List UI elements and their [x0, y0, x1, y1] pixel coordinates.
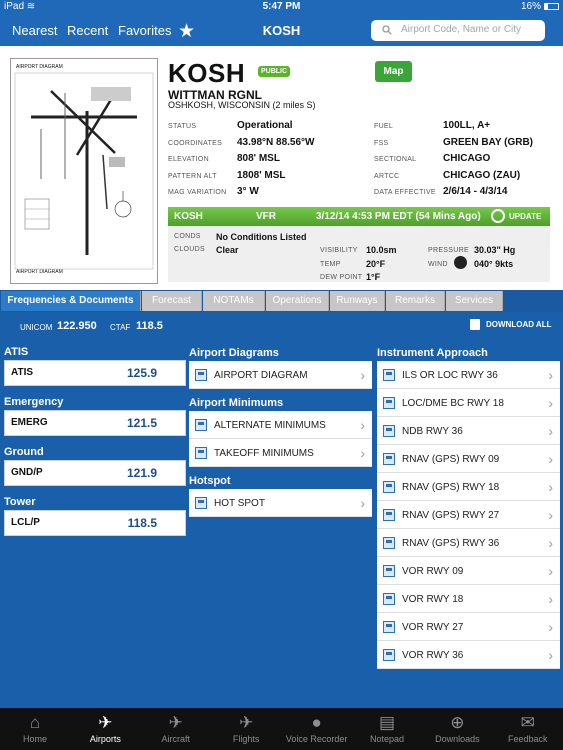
- conds-value: No Conditions Listed: [216, 232, 307, 242]
- airport-location: OSHKOSH, WISCONSIN (2 miles S): [168, 100, 316, 110]
- frequency-value: 121.5: [126, 416, 157, 430]
- detail-label: DATA EFFECTIVE: [374, 189, 436, 196]
- frequency-section-title: Ground: [4, 446, 44, 458]
- detail-label: FSS: [374, 139, 389, 147]
- download-all-button[interactable]: DOWNLOAD ALL: [470, 318, 560, 334]
- bottom-tab-voice-recorder[interactable]: [282, 708, 352, 750]
- metar-station: KOSH: [174, 211, 203, 222]
- frequency-name: GND/P: [11, 467, 43, 478]
- detail-value: GREEN BAY (GRB): [443, 136, 534, 148]
- document-row[interactable]: [377, 417, 560, 445]
- document-title: ALTERNATE MINIMUMS: [214, 420, 326, 431]
- bottom-tab-label: Downloads: [435, 734, 480, 744]
- bottom-tab-label: Home: [22, 734, 47, 744]
- status-time: 5:47 PM: [262, 1, 301, 12]
- update-button[interactable]: UPDATE: [491, 209, 546, 224]
- document-title: RNAV (GPS) RWY 09: [402, 454, 500, 465]
- document-icon: [383, 537, 395, 549]
- document-title: VOR RWY 18: [402, 594, 464, 605]
- document-icon: [383, 509, 395, 521]
- wind-direction-icon: [454, 256, 467, 269]
- detail-value: 43.98°N 88.56°W: [237, 136, 315, 148]
- wifi-icon: ≋: [26, 1, 36, 12]
- battery-icon: [544, 3, 559, 10]
- frequency-card[interactable]: [4, 360, 186, 386]
- documents-section-title: Airport Diagrams: [189, 347, 279, 359]
- clouds-value: Clear: [216, 245, 239, 255]
- feedback-icon: ✉: [520, 713, 535, 732]
- unicom-row: [0, 312, 563, 342]
- metar-bar: [168, 207, 550, 226]
- frequency-name: ATIS: [11, 367, 34, 378]
- page-title: KOSH: [262, 23, 301, 38]
- bottom-tab-label: Flights: [232, 734, 260, 744]
- detail-value: Operational: [237, 120, 293, 131]
- documents-section-title: Hotspot: [189, 475, 231, 487]
- document-row[interactable]: [377, 641, 560, 669]
- tab-runways[interactable]: Runways: [330, 291, 385, 311]
- chevron-right-icon: ›: [548, 395, 553, 411]
- document-title: VOR RWY 27: [402, 622, 464, 633]
- conds-label: CONDS: [174, 233, 201, 240]
- bottom-tab-label: Airports: [89, 734, 121, 744]
- document-icon: [195, 497, 207, 509]
- search-icon: [382, 25, 392, 38]
- detail-label: FUEL: [374, 123, 394, 130]
- star-icon[interactable]: ★: [178, 21, 196, 42]
- weather-details: [168, 226, 550, 282]
- detail-label: MAG VARIATION: [168, 189, 227, 196]
- document-row[interactable]: [189, 489, 372, 517]
- detail-value: CHICAGO (ZAU): [443, 169, 521, 181]
- diagram-title: AIRPORT DIAGRAM: [16, 64, 63, 70]
- document-row[interactable]: [377, 529, 560, 557]
- document-row[interactable]: [377, 389, 560, 417]
- bottom-tab-airports[interactable]: [70, 708, 140, 750]
- frequency-name: LCL/P: [11, 517, 40, 528]
- document-icon: [383, 453, 395, 465]
- home-icon: ⌂: [29, 713, 41, 732]
- detail-value: CHICAGO: [443, 153, 491, 164]
- document-title: VOR RWY 36: [402, 650, 464, 661]
- detail-label: STATUS: [168, 123, 197, 130]
- ctaf-label: CTAF: [110, 323, 131, 332]
- pressure-label: PRESSURE: [428, 247, 469, 254]
- document-icon: [383, 425, 395, 437]
- document-row[interactable]: [189, 411, 372, 439]
- frequency-card[interactable]: [4, 510, 186, 536]
- detail-label: ELEVATION: [168, 156, 209, 163]
- public-badge: PUBLIC: [258, 66, 290, 77]
- frequency-section-title: ATIS: [4, 346, 29, 358]
- unicom-value: 122.950: [57, 320, 97, 332]
- document-icon: [195, 369, 207, 381]
- document-icon: [195, 447, 207, 459]
- document-title: LOC/DME BC RWY 18: [402, 398, 504, 409]
- document-row[interactable]: [189, 439, 372, 467]
- airport-code: KOSH: [168, 58, 246, 88]
- chevron-right-icon: ›: [548, 423, 553, 439]
- document-row[interactable]: [377, 445, 560, 473]
- bottom-tab-aircraft[interactable]: [141, 708, 211, 750]
- document-title: VOR RWY 09: [402, 566, 464, 577]
- detail-value: 808' MSL: [237, 153, 280, 164]
- tab-operations[interactable]: Operations: [266, 291, 329, 311]
- tab-remarks[interactable]: Remarks: [386, 291, 445, 311]
- airports-icon: ✈: [98, 713, 113, 732]
- document-icon: [383, 649, 395, 661]
- chevron-right-icon: ›: [548, 535, 553, 551]
- download-icon: [470, 319, 480, 330]
- wind-value: 040° 9kts: [474, 259, 514, 269]
- visibility-label: VISIBILITY: [320, 247, 358, 254]
- aircraft-icon: ✈: [168, 713, 183, 732]
- bottom-tab-feedback[interactable]: [493, 708, 563, 750]
- frequency-value: 118.5: [127, 516, 157, 530]
- chevron-right-icon: ›: [548, 367, 553, 383]
- chevron-right-icon: ›: [548, 563, 553, 579]
- airport-diagram-thumbnail[interactable]: [10, 58, 158, 284]
- chevron-right-icon: ›: [548, 451, 553, 467]
- voice-recorder-icon: ●: [311, 713, 322, 732]
- document-row[interactable]: [377, 473, 560, 501]
- flight-category: VFR: [256, 211, 276, 222]
- ctaf-value: 118.5: [136, 320, 163, 332]
- chevron-right-icon: ›: [360, 445, 365, 461]
- chevron-right-icon: ›: [548, 479, 553, 495]
- document-row[interactable]: [377, 585, 560, 613]
- unicom-label: UNICOM: [20, 323, 53, 332]
- frequency-card[interactable]: [4, 410, 186, 436]
- pressure-value: 30.03" Hg: [474, 245, 516, 255]
- detail-value: 3° W: [237, 186, 259, 197]
- documents-section-title: Airport Minimums: [189, 397, 284, 409]
- search-input[interactable]: [371, 20, 545, 41]
- document-icon: [195, 419, 207, 431]
- downloads-icon: ⊕: [450, 713, 465, 732]
- document-row[interactable]: [377, 613, 560, 641]
- notepad-icon: ▤: [378, 713, 396, 732]
- tab-frequencies-documents[interactable]: Frequencies & Documents: [1, 291, 141, 311]
- document-title: HOT SPOT: [214, 498, 265, 509]
- bottom-tab-label: Notepad: [369, 734, 405, 744]
- document-title: RNAV (GPS) RWY 18: [402, 482, 500, 493]
- tab-notams[interactable]: NOTAMs: [203, 291, 265, 311]
- document-title: NDB RWY 36: [402, 426, 463, 437]
- bottom-tab-notepad[interactable]: [352, 708, 422, 750]
- flights-icon: ✈: [239, 713, 254, 732]
- bottom-tab-home[interactable]: [0, 708, 70, 750]
- frequency-section-title: Tower: [4, 496, 36, 508]
- frequency-name: EMERG: [11, 417, 48, 428]
- airport-name: WITTMAN RGNL: [168, 88, 262, 102]
- chevron-right-icon: ›: [548, 507, 553, 523]
- bottom-tab-label: Voice Recorder: [285, 734, 348, 744]
- document-icon: [383, 481, 395, 493]
- search-placeholder: Airport Code, Name or City: [401, 24, 522, 35]
- device-name: iPad: [4, 1, 25, 12]
- diagram-footer: AIRPORT DIAGRAM: [16, 269, 63, 275]
- chevron-right-icon: ›: [548, 591, 553, 607]
- document-icon: [383, 397, 395, 409]
- detail-value: 1808' MSL: [237, 169, 286, 181]
- bottom-tab-label: Aircraft: [161, 734, 191, 744]
- detail-label: COORDINATES: [168, 139, 223, 147]
- status-bar: [0, 0, 563, 14]
- chevron-right-icon: ›: [360, 367, 365, 383]
- document-title: AIRPORT DIAGRAM: [214, 370, 308, 381]
- chevron-right-icon: ›: [548, 647, 553, 663]
- frequency-card[interactable]: [4, 460, 186, 486]
- bottom-tab-flights[interactable]: [211, 708, 281, 750]
- detail-value: 100LL, A+: [443, 120, 491, 131]
- visibility-value: 10.0sm: [366, 245, 397, 255]
- temp-value: 20°F: [366, 259, 386, 269]
- detail-value: 2/6/14 - 4/3/14: [443, 186, 508, 197]
- detail-label: ARTCC: [374, 172, 400, 180]
- tab-services[interactable]: Services: [446, 291, 503, 311]
- detail-label: PATTERN ALT: [168, 172, 217, 180]
- document-row[interactable]: [377, 501, 560, 529]
- document-icon: [383, 565, 395, 577]
- refresh-icon: [491, 209, 505, 223]
- document-icon: [383, 593, 395, 605]
- document-row[interactable]: [377, 557, 560, 585]
- detail-label: SECTIONAL: [374, 156, 417, 163]
- clouds-label: CLOUDS: [174, 246, 205, 253]
- frequency-value: 125.9: [126, 366, 157, 380]
- nearest-button[interactable]: Nearest: [12, 23, 58, 38]
- map-button[interactable]: Map: [375, 61, 412, 82]
- dewpoint-value: 1°F: [366, 272, 381, 282]
- document-row[interactable]: [189, 361, 372, 389]
- temp-label: TEMP: [320, 261, 341, 268]
- bottom-tab-label: Feedback: [508, 734, 548, 744]
- recent-button[interactable]: Recent: [67, 23, 109, 38]
- frequency-value: 121.9: [126, 466, 157, 480]
- favorites-button[interactable]: Favorites: [118, 23, 172, 38]
- chevron-right-icon: ›: [360, 417, 365, 433]
- documents-section-title: Instrument Approach: [377, 347, 488, 359]
- battery-percent: 16%: [520, 1, 541, 12]
- document-title: RNAV (GPS) RWY 27: [402, 510, 500, 521]
- document-icon: [383, 621, 395, 633]
- dewpoint-label: DEW POINT: [320, 274, 363, 281]
- document-title: ILS OR LOC RWY 36: [402, 370, 498, 381]
- document-icon: [383, 369, 395, 381]
- document-title: TAKEOFF MINIMUMS: [214, 448, 314, 459]
- document-title: RNAV (GPS) RWY 36: [402, 538, 500, 549]
- bottom-tab-downloads[interactable]: [422, 708, 492, 750]
- runway-diagram-icon: [11, 59, 157, 283]
- metar-time: 3/12/14 4:53 PM EDT (54 Mins Ago): [316, 211, 481, 222]
- tab-forecast[interactable]: Forecast: [142, 291, 202, 311]
- chevron-right-icon: ›: [548, 619, 553, 635]
- chevron-right-icon: ›: [360, 495, 365, 511]
- wind-label: WIND: [428, 261, 448, 268]
- frequency-section-title: Emergency: [4, 396, 64, 408]
- document-row[interactable]: [377, 361, 560, 389]
